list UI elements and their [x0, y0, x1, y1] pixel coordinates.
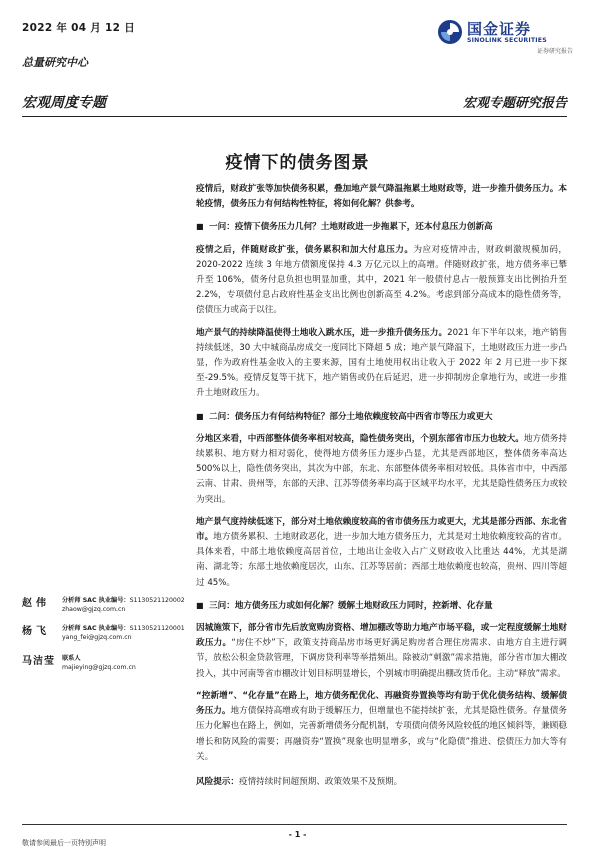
paragraph-6: “控新增”、“化存量”在路上，地方债务配优化、再融资券置换等均有助于优化债务结构、缓解债务压力。地方债保持高增或有助于缓解压力，但增量也不能持续扩张，尤其是隐性债务。存量债务压力化解也在路上，例如，完善新增债务分配机制，专项债向债务风险较低的地区倾斜等，兼顾稳增长和防风险的需要；再融资券“置换”现象也明显增多，或与“化隐债”推进、偿债压力加大等有关。 — [196, 690, 567, 762]
report-type: 宏观专题研究报告 — [462, 96, 567, 111]
header-divider — [22, 116, 567, 117]
paragraph-4: 地产景气度持续低迷下，部分对土地依赖度较高的省市债务压力或更大，尤其是部分西部、东北省市。地方债务累积、土地财政恶化，进一步加大地方债务压力，尤其是对土地依赖度较高的省市。具体来看，中部土地依赖度高居首位，土地出让金收入占广义财政收入比重达 44%，尤其是湖南、湖北等；东部土地依赖度居次，山东、江苏等居前；西部土地依赖度也较高，贵州、四川等超过 45%。 — [196, 516, 567, 588]
document-title: 疫情下的债务图景 — [225, 153, 370, 173]
analyst-cert: S1130521120001 — [129, 625, 185, 632]
paragraph-1: 疫情之后，伴随财政扩张，债务累积和加大付息压力。为应对疫情冲击，财政刺激规模加码，2020-2022 连续 3 年地方债额度保持 4.3 万亿元以上的高增。伴随财政扩张，地方债务率已攀升至 106%，债务付息负担也明显加重，其中，2021 年一般债付息占一般预算支出比例抬升至 2.2%，专项债付息占政府性基金支出比例也创新高至 4.2%。考虑到部分高成本的隐性债务等，偿债压力或高于以往。 — [196, 244, 567, 316]
paragraph-5: 因城施策下，部分省市先后放宽购房资格、增加棚改等助力地产市场平稳，或一定程度缓解土地财政压力。“房住不炒”下，政策支持商品房市场更好满足购房者合理住房需求、由地方自主进行调节，放松公积金贷款管理，下调房贷利率等举措频出。除被动“刺激”需求措施，部分省市加大棚改投入，其中河南等省市棚改计划目标明显增长，个别城市明确提出棚改货币化。主动“释放”需求。 — [196, 623, 567, 679]
analyst-name: 杨飞 — [22, 626, 50, 637]
logo-name-en: SINOLINK SECURITIES — [467, 37, 547, 44]
paragraph-3: 分地区来看，中西部整体债务率相对较高，隐性债务突出，个别东部省市压力也较大。地方债务持续累积、地方财力相对弱化，使得地方债务压力逐步凸显，尤其是西部地区，整体债务率高达 500%以上，隐性债务突出，其次为中部，东北、东部整体债务率相对较低。具体省市中，中西部云南、甘肃、贵州等，东部的天津、江苏等债务率均高于区域平均水平，尤其是隐性债务压力或较为突出。 — [196, 433, 567, 505]
disclaimer-note: 敬请参阅最后一页特别声明 — [22, 839, 106, 847]
analyst-block-3 — [22, 652, 192, 672]
analyst-name: 马洁莹 — [22, 656, 55, 667]
analyst-block-2 — [22, 622, 192, 642]
question-2-heading: ■ 二问：债务压力有何结构特征？部分土地依赖度较高中西省市等压力或更大 — [196, 411, 493, 422]
logo-mark-icon — [437, 19, 463, 45]
analyst-cert-label: 分析师 SAC 执业编号： — [62, 597, 130, 604]
report-date: 2022 年 04 月 12 日 — [22, 22, 136, 34]
analyst-email[interactable]: yang_fei@gjzq.com.cn — [62, 634, 132, 641]
company-logo — [437, 16, 575, 56]
analyst-email[interactable]: zhaow@gjzq.com.cn — [62, 606, 126, 613]
footer-divider — [22, 824, 567, 825]
logo-subtitle: 证券研究报告 — [536, 48, 573, 55]
page-number: - 1 - — [288, 830, 307, 839]
paragraph-2: 地产景气的持续降温使得土地收入跳水压，进一步推升债务压力。2021 年下半年以来，地产销售持续低迷，30 大中城商品房成交一度同比下降超 5 成；地产景气降温下，土地财政压力进一步凸显，作为政府性基金收入的主要来源，国有土地使用权出让收入于 2022 年 2 月已进一步下探至-29.5%。疫情反复等干扰下，地产销售或仍在后延迟，进一步抑制房企拿地行为，或进一步推升土地财政压力。 — [196, 327, 567, 399]
analyst-cert: S1130521120002 — [129, 597, 185, 604]
analyst-email[interactable]: majieying@gjzq.com.cn — [62, 664, 136, 671]
analyst-name: 赵伟 — [22, 598, 50, 609]
question-3-heading: ■ 三问：地方债务压力或如何化解？缓解土地财政压力同时，控新增、化存量 — [196, 600, 493, 611]
question-1-heading: ■ 一问：疫情下债务压力几何？土地财政进一步拖累下，还本付息压力创新高 — [196, 222, 493, 233]
intro-paragraph: 疫情后，财政扩张等加快债务积累，叠加地产景气降温拖累土地财政等，进一步推升债务压力。本轮疫情，债务压力有何结构性特征，将如何化解？供参考。 — [196, 184, 567, 210]
risk-warning: 风险提示：疫情持续时间超预期、政策效果不及预期。 — [196, 776, 403, 787]
analyst-role: 联系人 — [62, 655, 81, 662]
logo-name-cn: 国金证券 — [467, 20, 532, 38]
analyst-block-1 — [22, 594, 192, 614]
report-body — [196, 182, 567, 797]
report-topic: 宏观周度专题 — [22, 95, 106, 111]
analyst-cert-label: 分析师 SAC 执业编号： — [62, 625, 130, 632]
research-center: 总量研究中心 — [22, 56, 88, 69]
